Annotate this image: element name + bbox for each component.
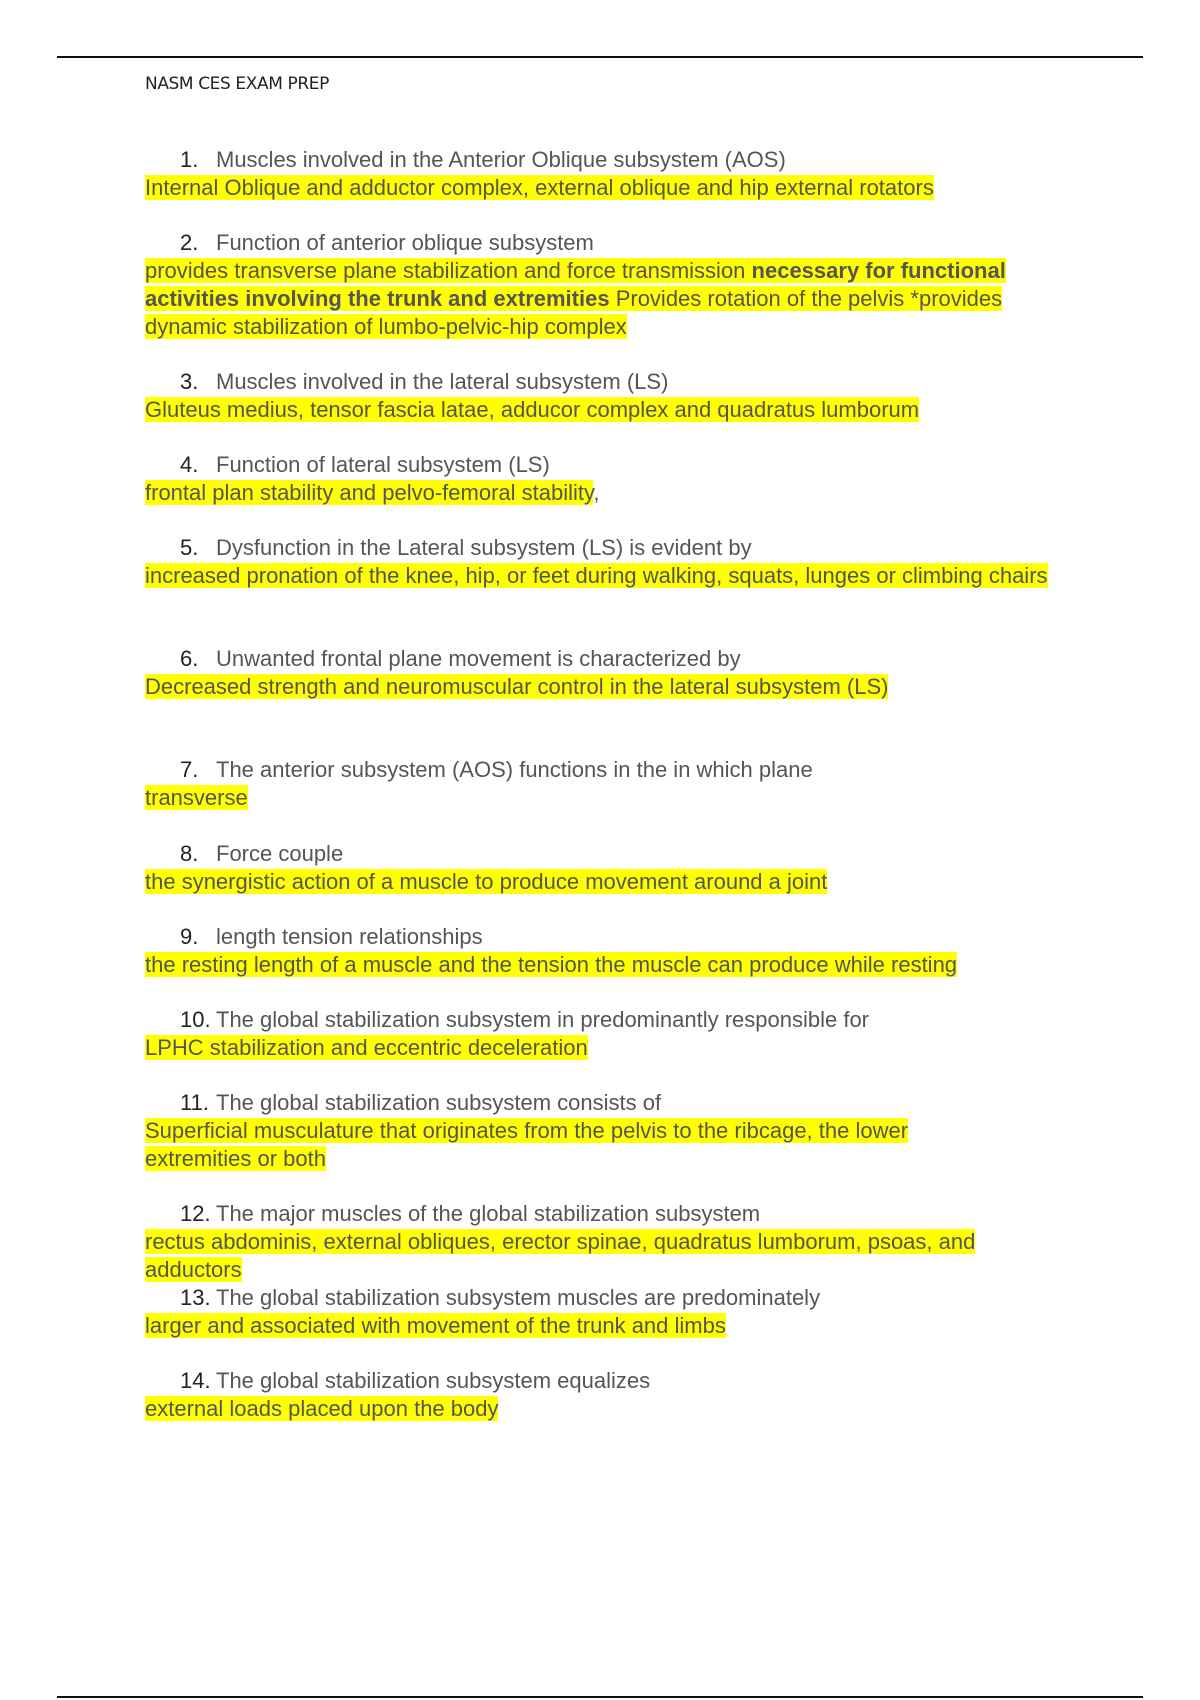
answer xyxy=(145,396,1085,424)
answer-text: frontal plan stability and pelvo-femoral stability xyxy=(145,480,594,505)
question-text: The global stabilization subsystem muscles are predominately xyxy=(216,1285,821,1310)
answer-text: provides transverse plane stabilization and force transmission xyxy=(145,258,752,283)
qa-item-11 xyxy=(145,1089,995,1173)
qa-item-3 xyxy=(145,368,1085,424)
answer-text: Superficial musculature that originates from the pelvis to the ribcage, the lower extremities or both xyxy=(145,1118,909,1171)
question-text: The global stabilization subsystem equalizes xyxy=(216,1368,651,1393)
qa-item-7 xyxy=(145,756,1085,812)
qa-item-5 xyxy=(145,534,1070,590)
question xyxy=(145,923,1085,951)
question-text: Unwanted frontal plane movement is characterized by xyxy=(216,646,741,671)
answer xyxy=(145,257,1045,341)
answer-text: rectus abdominis, external obliques, erector spinae, quadratus lumborum, psoas, and adductors xyxy=(145,1229,976,1282)
question-text: length tension relationships xyxy=(216,924,483,949)
question xyxy=(145,756,1085,784)
qa-item-10 xyxy=(145,1006,1085,1062)
question xyxy=(145,1200,1070,1228)
answer-bold-text: necessary for functional activities involving the trunk and extremities xyxy=(145,258,1006,311)
answer-text: LPHC stabilization and eccentric deceleration xyxy=(145,1035,588,1060)
item-number: 7. xyxy=(180,757,199,782)
question xyxy=(145,534,1070,562)
question xyxy=(145,368,1085,396)
footer-rule xyxy=(57,1696,1143,1698)
answer-text: Gluteus medius, tensor fascia latae, adducor complex and quadratus lumborum xyxy=(145,397,920,422)
qa-item-13 xyxy=(145,1284,1085,1340)
qa-item-8 xyxy=(145,840,1085,896)
item-number: 12. xyxy=(180,1201,211,1226)
question xyxy=(145,1367,1085,1395)
answer xyxy=(145,562,1070,590)
answer-text: larger and associated with movement of the trunk and limbs xyxy=(145,1313,726,1338)
answer-text: the synergistic action of a muscle to produce movement around a joint xyxy=(145,869,828,894)
question-text: Muscles involved in the Anterior Oblique subsystem (AOS) xyxy=(216,147,786,172)
answer-text: transverse xyxy=(145,785,248,810)
qa-item-6 xyxy=(145,645,1085,701)
answer-text: the resting length of a muscle and the tension the muscle can produce while resting xyxy=(145,952,958,977)
qa-item-9 xyxy=(145,923,1085,979)
question-text: The global stabilization subsystem in predominantly responsible for xyxy=(216,1007,870,1032)
question xyxy=(145,146,1085,174)
item-number: 11. xyxy=(180,1090,209,1115)
question-text: The anterior subsystem (AOS) functions in the in which plane xyxy=(216,757,813,782)
answer xyxy=(145,1312,1085,1340)
item-number: 8. xyxy=(180,841,199,866)
question xyxy=(145,451,1085,479)
item-number: 6. xyxy=(180,646,199,671)
question-text: Force couple xyxy=(216,841,344,866)
answer xyxy=(145,1395,1085,1423)
question-text: Muscles involved in the lateral subsystem (LS) xyxy=(216,369,669,394)
question xyxy=(145,645,1085,673)
answer xyxy=(145,784,1085,812)
item-number: 1. xyxy=(180,147,199,172)
question-text: Dysfunction in the Lateral subsystem (LS) is evident by xyxy=(216,535,752,560)
answer-text-continued: Provides rotation of the pelvis *provides dynamic stabilization of lumbo-pelvic-hip complex xyxy=(145,286,1003,339)
answer-text: Internal Oblique and adductor complex, external oblique and hip external rotators xyxy=(145,175,934,200)
answer xyxy=(145,1228,1070,1284)
item-number: 14. xyxy=(180,1368,211,1393)
question xyxy=(145,1284,1085,1312)
answer xyxy=(145,673,1085,701)
answer xyxy=(145,868,1085,896)
qa-item-1 xyxy=(145,146,1085,202)
answer-text: Decreased strength and neuromuscular control in the lateral subsystem (LS) xyxy=(145,674,889,699)
qa-item-2 xyxy=(145,229,1045,341)
item-number: 5. xyxy=(180,535,199,560)
item-number: 4. xyxy=(180,452,199,477)
qa-item-4 xyxy=(145,451,1085,507)
item-number: 3. xyxy=(180,369,199,394)
item-number: 2. xyxy=(180,230,199,255)
question xyxy=(145,229,1045,257)
item-number: 10. xyxy=(180,1007,211,1032)
answer xyxy=(145,1117,995,1173)
answer xyxy=(145,951,1085,979)
page-header: NASM CES EXAM PREP xyxy=(145,74,329,94)
item-number: 13. xyxy=(180,1285,211,1310)
answer-tail: , xyxy=(593,480,600,505)
item-number: 9. xyxy=(180,924,199,949)
question-text: The global stabilization subsystem consists of xyxy=(216,1090,662,1115)
answer-text: external loads placed upon the body xyxy=(145,1396,499,1421)
qa-item-12 xyxy=(145,1200,1070,1284)
answer xyxy=(145,1034,1085,1062)
header-rule xyxy=(57,56,1143,58)
question-text: Function of lateral subsystem (LS) xyxy=(216,452,550,477)
answer xyxy=(145,174,1085,202)
answer xyxy=(145,479,1085,507)
qa-item-14 xyxy=(145,1367,1085,1423)
question xyxy=(145,1089,995,1117)
question-text: The major muscles of the global stabilization subsystem xyxy=(216,1201,761,1226)
question xyxy=(145,1006,1085,1034)
question xyxy=(145,840,1085,868)
answer-text: increased pronation of the knee, hip, or feet during walking, squats, lunges or climbing chairs xyxy=(145,563,1048,588)
question-text: Function of anterior oblique subsystem xyxy=(216,230,594,255)
